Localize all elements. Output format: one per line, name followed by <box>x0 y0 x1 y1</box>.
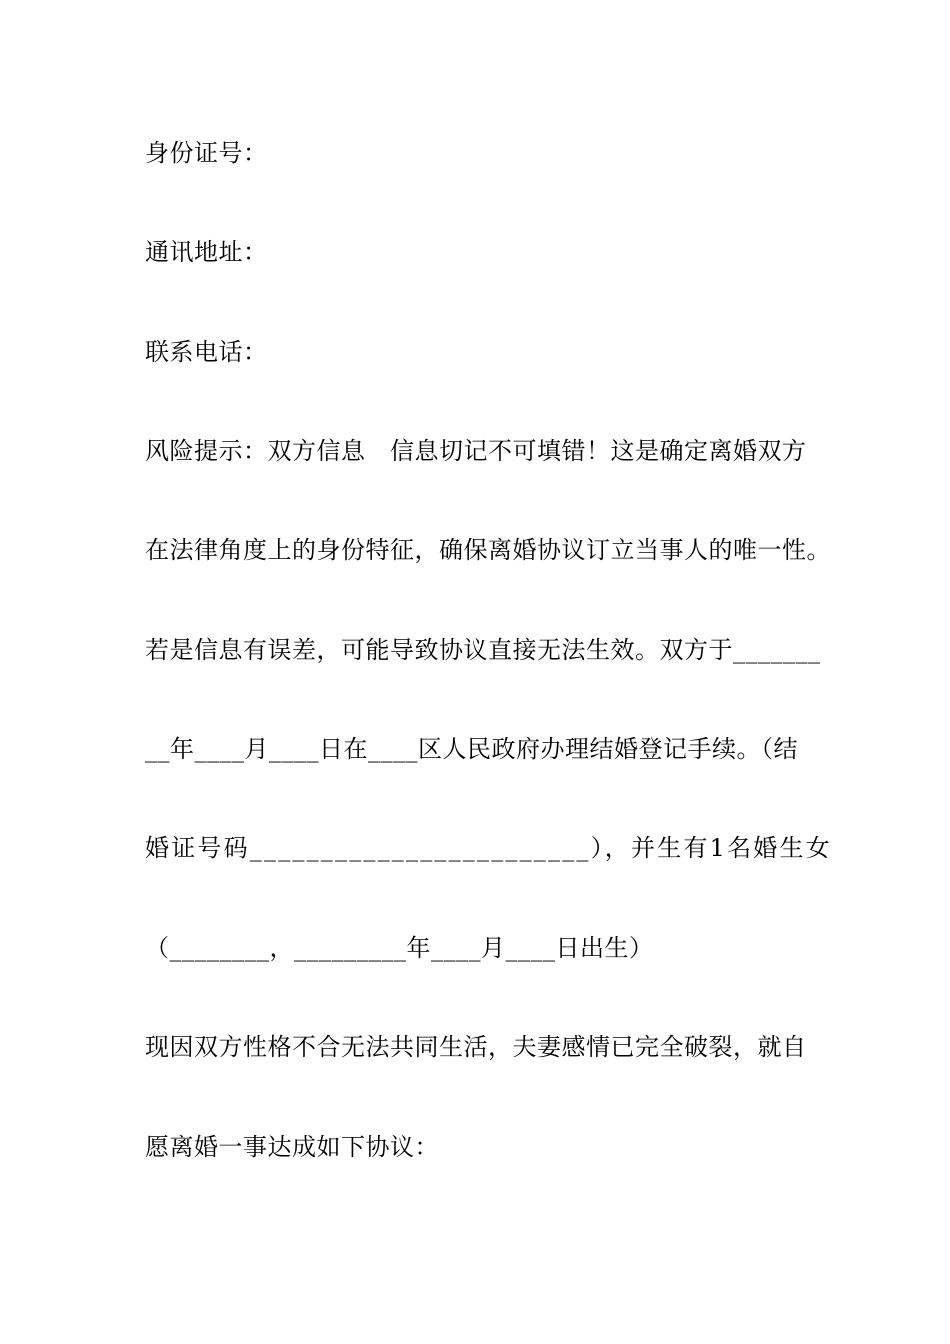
risk-notice-line-2: 在法律角度上的身份特征，确保离婚协议订立当事人的唯一性。 <box>145 536 831 564</box>
marriage-cert-line: 婚证号码________________________），并生有1名婚生女 <box>145 834 832 862</box>
address-label: 通讯地址： <box>145 238 268 266</box>
divorce-reason-line-2: 愿离婚一事达成如下协议： <box>145 1133 439 1161</box>
id-number-label: 身份证号： <box>145 139 268 167</box>
risk-notice-line-1: 风险提示：双方信息 信息切记不可填错！这是确定离婚双方 <box>145 437 807 465</box>
divorce-reason-line-1: 现因双方性格不合无法共同生活，夫妻感情已完全破裂，就自 <box>145 1033 807 1061</box>
phone-label: 联系电话： <box>145 338 268 366</box>
child-birth-line: （________，_________年____月____日出生） <box>145 934 654 962</box>
marriage-date-line-1: 若是信息有误差，可能导致协议直接无法生效。双方于_______ <box>145 636 821 664</box>
marriage-date-line-2: __年____月____日在____区人民政府办理结婚登记手续。（结 <box>145 735 798 763</box>
